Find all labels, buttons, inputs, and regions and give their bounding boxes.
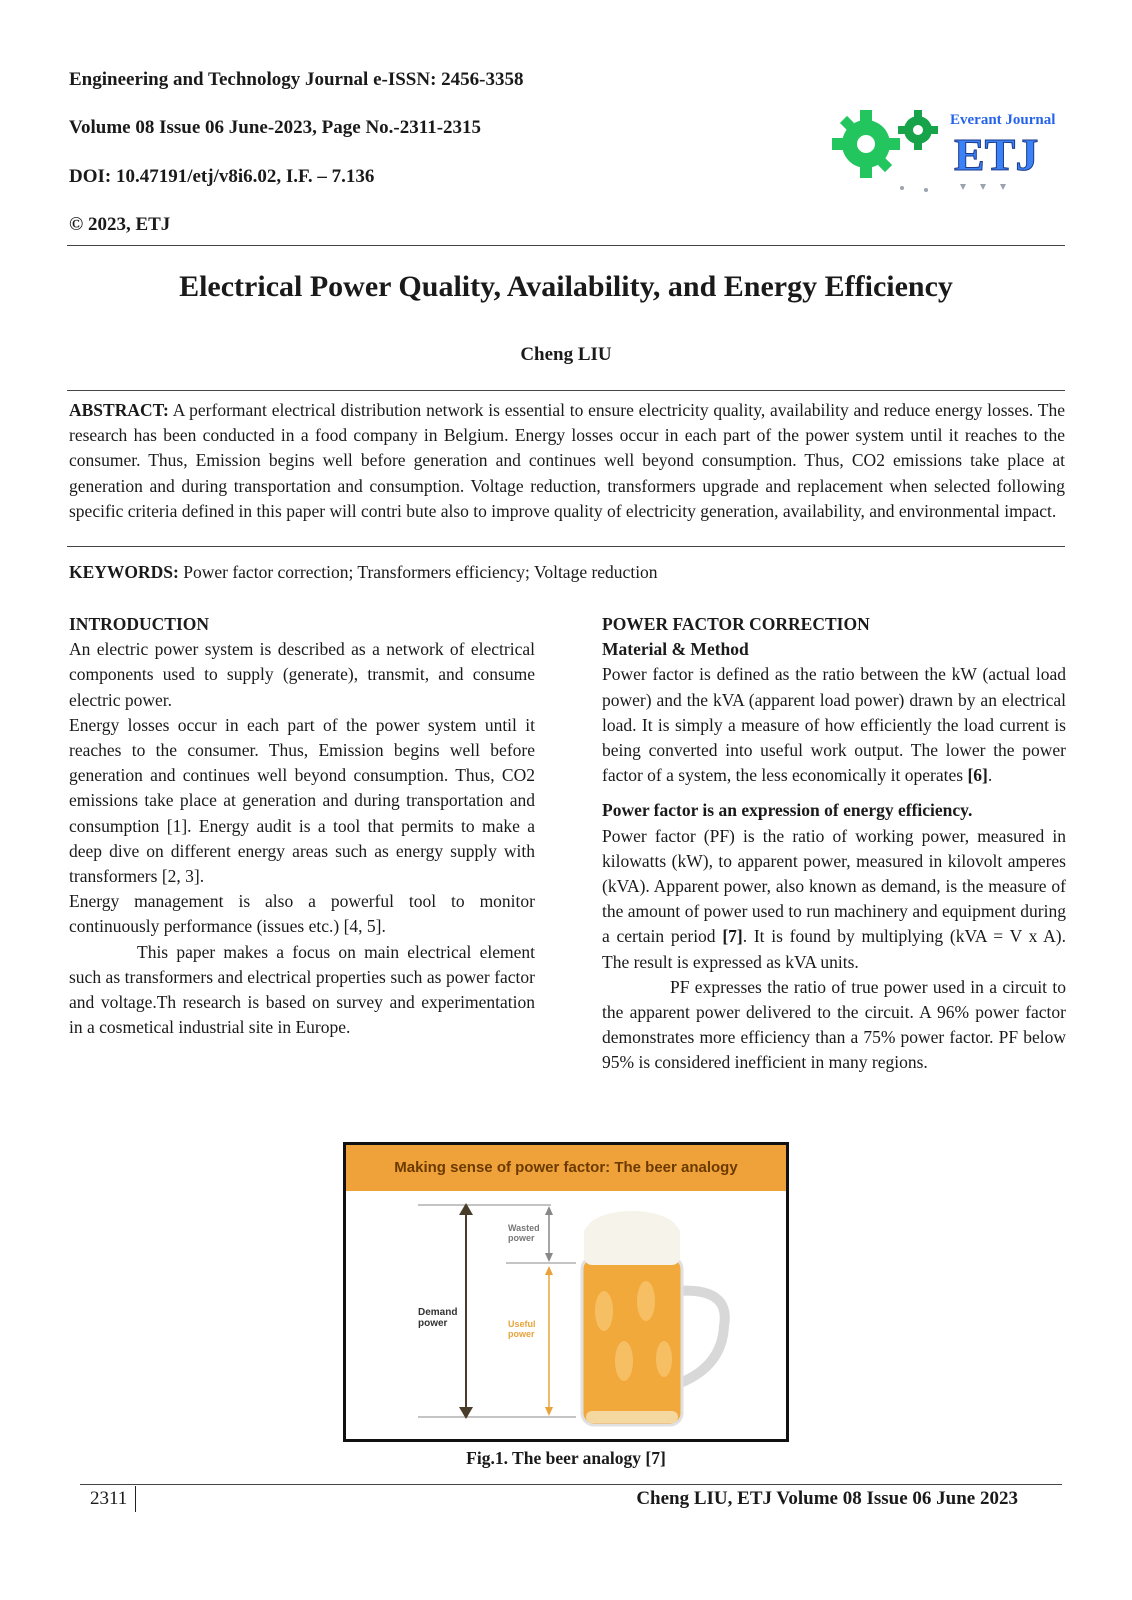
logo-small-text: Everant Journal: [950, 112, 1056, 128]
intro-paragraph-4: This paper makes a focus on main electrical element such as transformers and electrical properties such as power factor and voltage.Th research is based on survey and experimentation in a cosmetical industrial site in Europe.: [69, 941, 535, 1038]
keywords: [69, 562, 1065, 583]
beer-mug-icon: [582, 1211, 725, 1425]
logo-big-text: ETJ: [954, 129, 1039, 180]
pfc-heading: POWER FACTOR CORRECTION: [602, 614, 870, 634]
useful-label-1: Useful: [508, 1319, 536, 1329]
etj-logo: [830, 92, 1056, 200]
abstract-bottom-rule: [67, 546, 1065, 547]
citation-6: [6]: [967, 765, 988, 786]
power-factor-section: [602, 612, 1066, 1076]
introduction-heading: INTRODUCTION: [69, 614, 210, 634]
abstract: [69, 398, 1065, 524]
pfc-paragraph-2-text: Power factor (PF) is the ratio of working power, measured in kilowatts (kW), to apparent power, measured in kilovolt amperes (kVA). Apparent power, also known as demand, is the measure of the amount of power used to run machinery and equipment during a certain period: [602, 825, 1066, 947]
author-name: Cheng LIU: [520, 344, 612, 365]
volume-line: Volume 08 Issue 06 June-2023, Page No.-2311-2315: [69, 117, 482, 138]
introduction-section: [69, 612, 535, 1040]
abstract-label: ABSTRACT:: [69, 400, 169, 420]
beer-analogy-figure: [343, 1142, 789, 1442]
pfc-paragraph-2: [602, 824, 1066, 975]
demand-label-2: power: [418, 1318, 448, 1329]
footer-citation: Cheng LIU, ETJ Volume 08 Issue 06 June 2023: [636, 1488, 1018, 1509]
footer-rule: [80, 1484, 1062, 1485]
journal-line: Engineering and Technology Journal e-ISSN: 2456-3358: [69, 69, 524, 90]
intro-paragraph-2: Energy losses occur in each part of the power system until it reaches to the consumer. Thus, Emission begins well before generation and continues well beyond consumption. Thus, CO2 emissions take place at generation and during transportation and consumption [1]. Energy audit is a tool that permits to make a deep dive on different energy areas such as energy supply with transformers [2, 3].: [69, 714, 535, 887]
abstract-top-rule: [67, 390, 1065, 391]
pfc-subheading: Material & Method: [602, 639, 749, 660]
paper-title: Electrical Power Quality, Availability, and Energy Efficiency: [179, 270, 953, 303]
citation-7: [7]: [722, 926, 743, 947]
pfc-paragraph-2-end: . It is found by multiplying (kVA = V x A). The result is expressed as kVA units.: [602, 926, 1067, 972]
doi-line: DOI: 10.47191/etj/v8i6.02, I.F. – 7.136: [69, 166, 375, 187]
intro-paragraph-1: An electric power system is described as a network of electrical components used to supply (generate), transmit, and consume electric power.: [69, 639, 535, 710]
pfc-paragraph-1-end: .: [987, 765, 993, 786]
demand-label-1: Demand: [418, 1307, 458, 1318]
wasted-label-1: Wasted: [508, 1223, 540, 1233]
pfc-paragraph-1: [602, 662, 1066, 788]
pfc-paragraph-3: PF expresses the ratio of true power used in a circuit to the apparent power delivered to the circuit. A 96% power factor demonstrates more efficiency than a 75% power factor. PF below 95% is considered inefficient in many regions.: [602, 976, 1066, 1073]
copyright-line: © 2023, ETJ: [69, 214, 171, 235]
useful-label-2: power: [508, 1329, 535, 1339]
keywords-text: Power factor correction; Transformers efficiency; Voltage reduction: [183, 562, 658, 582]
page-number-separator: [135, 1486, 136, 1512]
wasted-label-2: power: [508, 1233, 535, 1243]
abstract-text: A performant electrical distribution network is essential to ensure electricity quality, availability and reduce energy losses. The research has been conducted in a food company in Belgium. Energy losses occur in each part of the power system until it reaches to the consumer. Thus, Emission begins well before generation and continues well beyond consumption. Thus, CO2 emissions take place at generation and during transportation and consumption. Voltage reduction, transformers upgrade and replacement when selected following specific criteria defined in this paper will contri bute also to improve quality of electricity generation, availability, and environmental impact.: [69, 400, 1065, 521]
intro-paragraph-3: Energy management is also a powerful tool to monitor continuously performance (issues etc.) [4, 5].: [69, 891, 535, 937]
page-number: 2311: [90, 1488, 128, 1509]
figure-illustration: [346, 1191, 786, 1439]
pfc-paragraph-1-text: Power factor is defined as the ratio between the kW (actual load power) and the kVA (apparent load power) drawn by an electrical load. It is simply a measure of how efficiently the load current is being converted into useful work output. The lower the power factor of a system, the less economically it operates: [602, 664, 1066, 786]
pfc-subheading-2: Power factor is an expression of energy efficiency.: [602, 800, 973, 821]
figure-caption: Fig.1. The beer analogy [7]: [466, 1448, 666, 1468]
keywords-label: KEYWORDS:: [69, 562, 179, 582]
figure-title: Making sense of power factor: The beer analogy: [346, 1145, 786, 1191]
header-rule: [67, 245, 1065, 246]
